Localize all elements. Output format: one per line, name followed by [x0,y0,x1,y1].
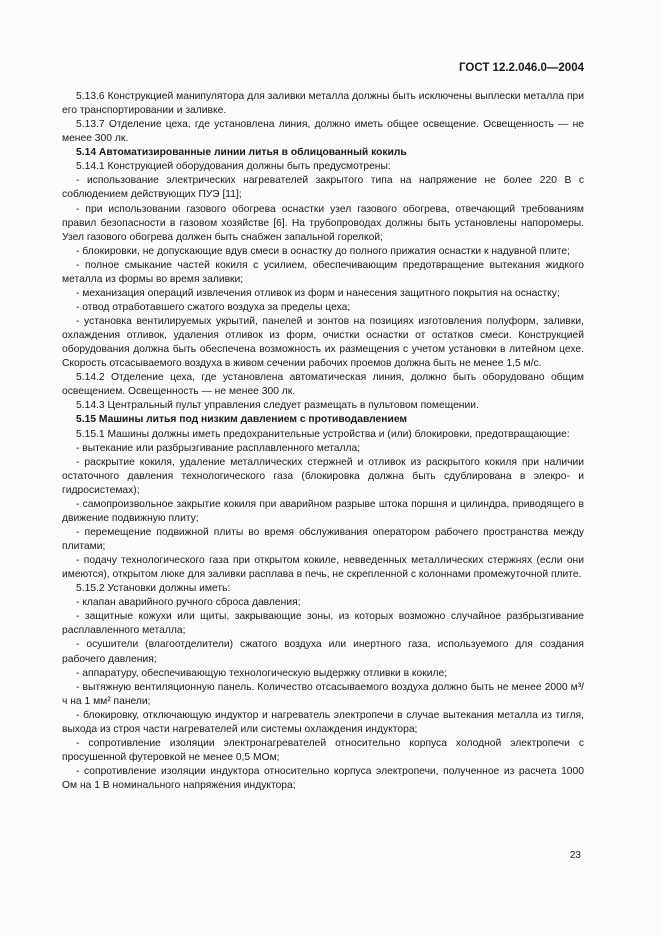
paragraph: - сопротивление изоляции индуктора относительно корпуса электропечи, полученное из расчета 1000 Ом на 1 В номинального напряжения индуктора; [62,766,584,792]
paragraph: - перемещение подвижной плиты во время обслуживания оператором рабочего пространства между плитами; [62,526,584,552]
paragraph: 5.13.7 Отделение цеха, где установлена линия, должно иметь общее освещение. Освещенность — не менее 300 лк. [62,119,584,145]
body-text [62,90,584,793]
paragraph: - осушители (влагоотделители) сжатого воздуха или инертного газа, используемого для создания рабочего давления; [62,639,584,665]
paragraph: 5.14.3 Центральный пульт управления следует размещать в пультовом помещении. [76,400,479,412]
paragraph: - при использовании газового обогрева оснастки узел газового обогрева, отвечающий требованиям правил безопасности в газовом хозяйстве [6]. На трубопроводах должны быть установлены напоромеры. Узел газового обогрева должен быть снабжен запальной горелкой; [62,203,584,243]
paragraph: - защитные кожухи или щиты, закрывающие зоны, из которых возможно случайное разбрызгивание расплавленного металла; [62,611,584,637]
paragraph: 5.15.2 Установки должны иметь: [76,583,231,595]
paragraph: - вытяжную вентиляционную панель. Количество отсасываемого воздуха должно быть не менее 2000 м³/ч на 1 мм² панели; [62,681,584,707]
paragraph: - раскрытие кокиля, удаление металлических стержней и отливок из раскрытого кокиля при наличии остаточного давления технологического газа (блокировка должна быть сдублирована в элекро- и гидросистемах); [62,456,584,496]
paragraph: - блокировки, не допускающие вдув смеси в оснастку до полного прижатия оснастки к надувной плите; [76,245,570,257]
paragraph: - самопроизвольное закрытие кокиля при аварийном разрыве штока поршня и цилиндра, приводящего в движение подвижную плиту; [62,498,584,524]
paragraph: - полное смыкание частей кокиля с усилием, обеспечивающим предотвращение вытекания жидкого металла из формы во время заливки; [62,259,584,285]
paragraph: - подачу технологического газа при открытом кокиле, невведенных металлических стержнях (если они имеются), открытом люке для заливки расплава в печь, не скрепленной с колоннами промежуточной плите. [62,555,584,581]
page-number: 23 [569,850,581,861]
paragraph: 5.14.1 Конструкцией оборудования должны быть предусмотрены: [76,161,391,173]
paragraph: - отвод отработавшего сжатого воздуха за пределы цеха; [76,301,351,313]
section-heading: 5.14 Автоматизированные линии литья в облицованный кокиль [76,147,407,159]
paragraph: - механизация операций извлечения отливок из форм и нанесения защитного покрытия на оснастку; [76,287,560,299]
paragraph: - блокировку, отключающую индуктор и нагреватель электропечи в случае вытекания металла из тигля, выхода из строя части нагревателей или системы охлаждения индуктора; [62,709,584,735]
paragraph: - использование электрических нагревателей закрытого типа на напряжение не более 220 В с соблюдением действующих ПУЭ [11]; [62,175,584,201]
paragraph: 5.15.1 Машины должны иметь предохранительные устройства и (или) блокировки, предотвращающие: [76,428,570,440]
paragraph: - установка вентилируемых укрытий, панелей и зонтов на позициях изготовления полуформ, заливки, охлаждения отливок, удаления отливок из форм, очистки оснастки от остатков смеси. Конструкцией оборудования должна быть обеспечена возможность их размещения с учетом установки в литейном цехе. Скорость отсасываемого воздуха в живом сечении рабочих проемов должна быть не менее 1,5 м/с. [62,316,584,370]
paragraph: - сопротивление изоляции электронагревателей относительно корпуса холодной электропечи с просушенной футеровкой не менее 0,5 МОм; [62,737,584,763]
paragraph: 5.14.2 Отделение цеха, где установлена автоматическая линия, должно быть оборудовано общим освещением. Освещенность — не менее 300 лк. [62,372,584,398]
standard-header: ГОСТ 12.2.046.0—2004 [459,62,584,74]
paragraph: - клапан аварийного ручного сброса давления; [76,597,301,609]
section-heading: 5.15 Машины литья под низким давлением с противодавлением [76,414,408,426]
paragraph: - аппаратуру, обеспечивающую технологическую выдержку отливки в кокиле; [76,667,448,679]
paragraph: 5.13.6 Конструкцией манипулятора для заливки металла должны быть исключены выплески металла при его транспортировании и заливке. [62,91,584,117]
paragraph: - вытекание или разбрызгивание расплавленного металла; [76,442,361,454]
